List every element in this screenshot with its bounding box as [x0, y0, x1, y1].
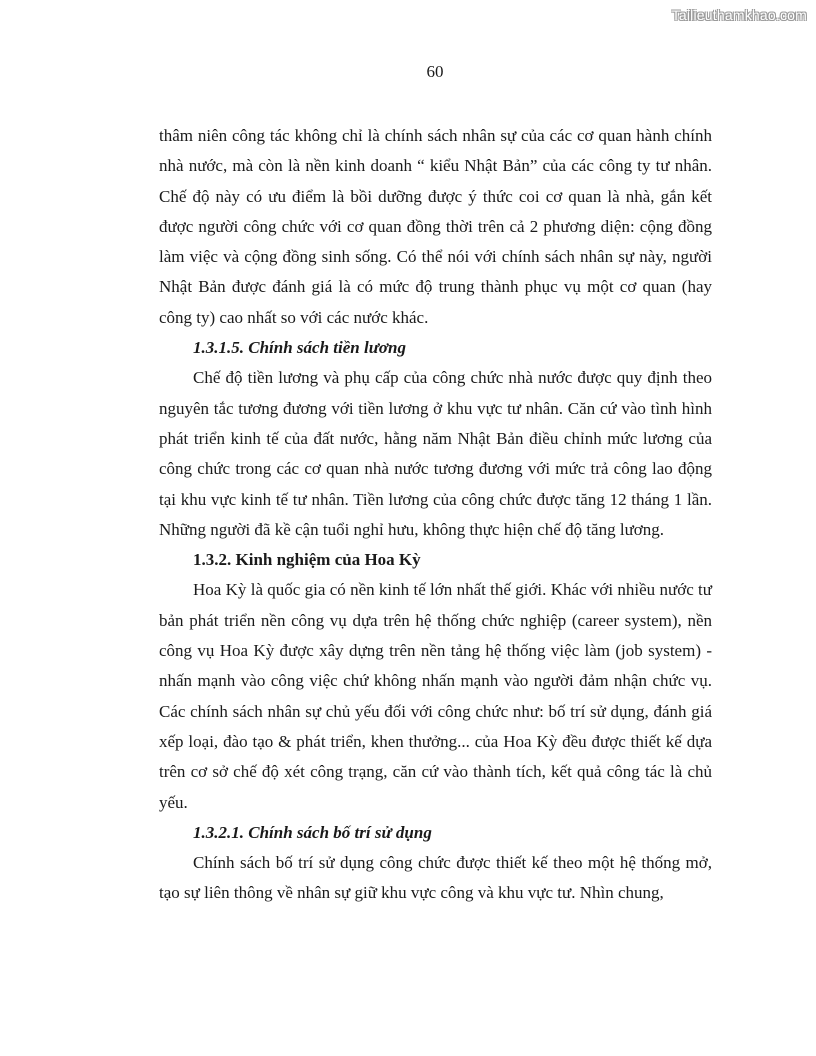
- page-number: 60: [426, 62, 444, 81]
- paragraph-us-experience: Hoa Kỳ là quốc gia có nền kinh tế lớn nhất thế giới. Khác với nhiều nước tư bản phát triển nền công vụ dựa trên hệ thống chức nghiệp (career system), nền công vụ Hoa Kỳ được xây dựng trên nền tảng hệ thống việc làm (job system) - nhấn mạnh vào công việc chứ không nhấn mạnh vào người đảm nhận chức vụ. Các chính sách nhân sự chủ yếu đối với công chức như: bố trí sử dụng, đánh giá xếp loại, đào tạo & phát triển, khen thưởng... của Hoa Kỳ đều được thiết kế dựa trên cơ sở chế độ xét công trạng, căn cứ vào thành tích, kết quả công tác là chủ yếu.: [159, 580, 712, 812]
- heading-us-experience: 1.3.2. Kinh nghiệm của Hoa Kỳ: [193, 550, 421, 570]
- paragraph-placement: Chính sách bố trí sử dụng công chức được thiết kế theo một hệ thống mở, tạo sự liên thông về nhân sự giữ khu vực công và khu vực tư. Nhìn chung,: [159, 853, 712, 903]
- paragraph-salary: Chế độ tiền lương và phụ cấp của công chức nhà nước được quy định theo nguyên tắc tương đương với tiền lương ở khu vực tư nhân. Căn cứ vào tình hình phát triển kinh tế của đất nước, hằng năm Nhật Bản điều chỉnh mức lương của công chức trong các cơ quan nhà nước tương đương với mức trả công lao động tại khu vực kinh tế tư nhân. Tiền lương của công chức được tăng 12 tháng 1 lần. Những người đã kề cận tuổi nghỉ hưu, không thực hiện chế độ tăng lương.: [159, 368, 712, 539]
- heading-placement-policy: 1.3.2.1. Chính sách bố trí sử dụng: [193, 822, 432, 842]
- document-body: [159, 121, 712, 909]
- paragraph-intro: thâm niên công tác không chỉ là chính sách nhân sự của các cơ quan hành chính nhà nước, mà còn là nền kinh doanh “ kiểu Nhật Bản” của các công ty tư nhân. Chế độ này có ưu điểm là bồi dưỡng được ý thức coi cơ quan là nhà, gắn kết được người công chức với cơ quan đồng thời trên cả 2 phương diện: cộng đồng làm việc và cộng đồng sinh sống. Có thể nói với chính sách nhân sự này, người Nhật Bản được đánh giá là có mức độ trung thành phục vụ một cơ quan (hay công ty) cao nhất so với các nước khác.: [159, 126, 712, 327]
- watermark: Tailieuthamkhao.com: [671, 7, 807, 23]
- heading-salary-policy: 1.3.1.5. Chính sách tiền lương: [193, 338, 406, 358]
